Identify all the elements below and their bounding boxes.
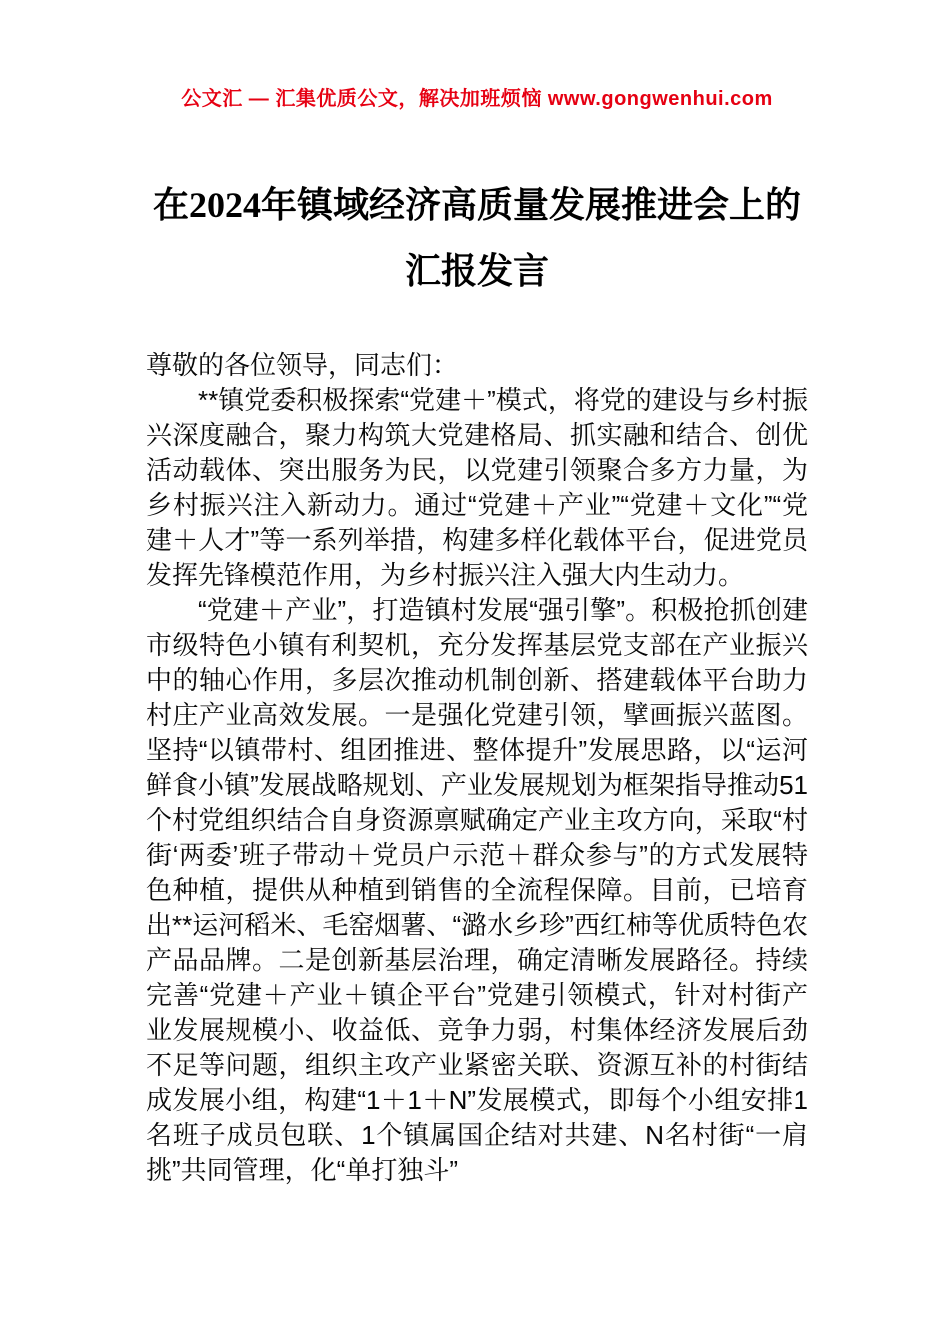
document-title: 在2024年镇域经济高质量发展推进会上的汇报发言: [152, 185, 801, 291]
watermark-text: 公文汇 — 汇集优质公文，解决加班烦恼 www.gongwenhui.com: [181, 88, 773, 110]
salutation: 尊敬的各位领导，同志们：: [146, 350, 459, 380]
paragraph-1: **镇党委积极探索“党建＋”模式，将党的建设与乡村振兴深度融合，聚力构筑大党建格局、抓实融和结合、创优活动载体、突出服务为民，以党建引领聚合多方力量，为乡村振兴注入新动力。通过“党建＋产业”“党建＋文化”“党建＋人才”等一系列举措，构建多样化载体平台，促进党员发挥先锋模范作用，为乡村振兴注入强大内生动力。: [146, 385, 808, 590]
document-body: [146, 348, 808, 1188]
watermark-header: [146, 86, 808, 112]
paragraph-2: “党建＋产业”，打造镇村发展“强引擎”。积极抢抓创建市级特色小镇有利契机，充分发挥基层党支部在产业振兴中的轴心作用，多层次推动机制创新、搭建载体平台助力村庄产业高效发展。一是强化党建引领，擘画振兴蓝图。坚持“以镇带村、组团推进、整体提升”发展思路，以“运河鲜食小镇”发展战略规划、产业发展规划为框架指导推动51个村党组织结合自身资源禀赋确定产业主攻方向，采取“村街‘两委’班子带动＋党员户示范＋群众参与”的方式发展特色种植，提供从种植到销售的全流程保障。目前，已培育出**运河稻米、毛窑烟薯、“潞水乡珍”西红柿等优质特色农产品品牌。二是创新基层治理，确定清晰发展路径。持续完善“党建＋产业＋镇企平台”党建引领模式，针对村街产业发展规模小、收益低、竞争力弱，村集体经济发展后劲不足等问题，组织主攻产业紧密关联、资源互补的村街结成发展小组，构建“1＋1＋N”发展模式，即每个小组安排1名班子成员包联、1个镇属国企结对共建、N名村街“一肩挑”共同管理，化“单打独斗”: [146, 595, 808, 1185]
